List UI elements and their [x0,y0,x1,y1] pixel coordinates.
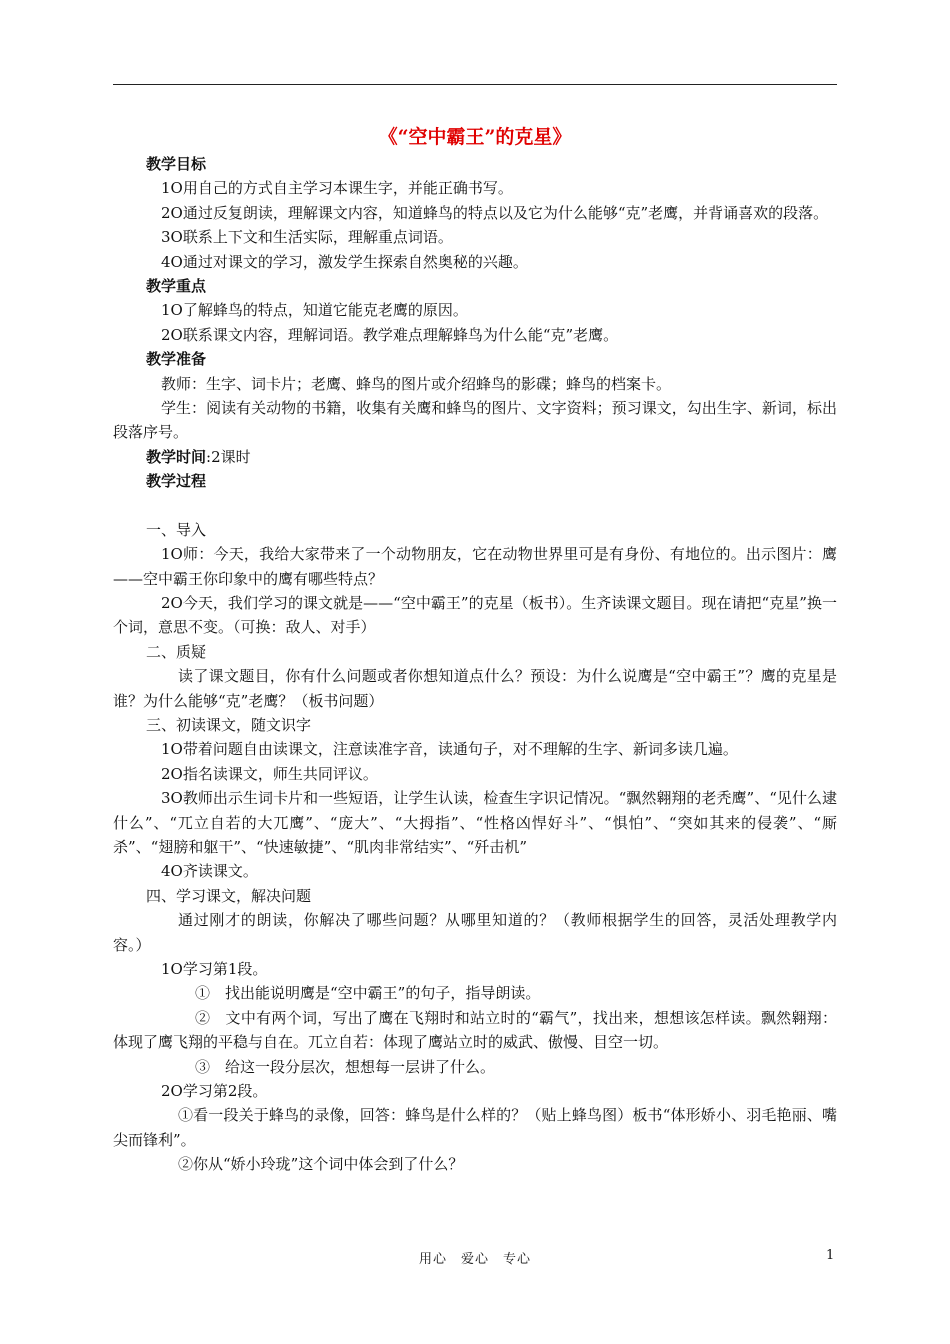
paragraph: 1O学习第1段。 [161,960,268,978]
paragraph: ①看一段关于蜂鸟的录像，回答：蜂鸟是什么样的？（贴上蜂鸟图）板书“体形娇小、羽毛艳丽、嘴尖而锋利”。 [113,1106,837,1149]
heading-preparation: 教学准备 [146,350,207,369]
section-title-study: 四、学习课文，解决问题 [146,886,312,905]
paragraph: ③ 给这一段分层次，想想每一层讲了什么。 [195,1057,496,1076]
page-number: 1 [826,1248,835,1263]
paragraph: 读了课文题目，你有什么问题或者你想知道点什么？预设：为什么说鹰是“空中霸王”？鹰的克星是谁？为什么能够“克”老鹰？（板书问题） [113,667,837,710]
time-value: :2课时 [206,447,251,466]
heading-goals: 教学目标 [146,155,207,173]
section-title-intro: 一、导入 [146,520,207,539]
spacer [113,494,837,518]
prep-item: 教师：生字、词卡片；老鹰、蜂鸟的图片或介绍蜂鸟的影碟；蜂鸟的档案卡。 [161,374,672,393]
heading-time [113,445,837,469]
key-item: 1O了解蜂鸟的特点，知道它能克老鹰的原因。 [161,301,468,320]
paragraph: ② 文中有两个词，写出了鹰在飞翔时和站立时的“霸气”，找出来，想想该怎样读。飘然翱翔：体现了鹰飞翔的平稳与自在。兀立自若：体现了鹰站立时的威武、傲慢、目空一切。 [113,1008,837,1052]
prep-item: 学生：阅读有关动物的书籍，收集有关鹰和蜂鸟的图片、文字资料；预习课文，勾出生字、新词，标出段落序号。 [113,399,837,442]
paragraph: 通过刚才的朗读，你解决了哪些问题？从哪里知道的？（教师根据学生的回答，灵活处理教学内容。） [113,911,837,954]
time-label: 教学时间 [146,447,207,466]
goal-item: 2O通过反复朗读，理解课文内容，知道蜂鸟的特点以及它为什么能够“克”老鹰，并背诵喜欢的段落。 [161,203,829,222]
paragraph: 1O师：今天，我给大家带来了一个动物朋友，它在动物世界里可是有身份、有地位的。出示图片：鹰——空中霸王你印象中的鹰有哪些特点？ [113,545,837,588]
header-rule [113,84,837,85]
footer-motto: 用心 爱心 专心 [418,1252,531,1267]
paragraph: 2O指名读课文，师生共同评议。 [161,764,378,783]
paragraph: ① 找出能说明鹰是“空中霸王”的句子，指导朗读。 [195,984,541,1003]
goal-item: 3O联系上下文和生活实际，理解重点词语。 [161,228,453,247]
paragraph: 2O学习第2段。 [161,1082,268,1101]
paragraph: 3O教师出示生词卡片和一些短语，让学生认读，检查生字识记情况。“飘然翱翔的老秃鹰”、“见什么逮什么”、“兀立自若的大兀鹰”、“庞大”、“大拇指”、“性格凶悍好斗”、“惧怕”、“突如其来的侵袭”、“厮杀”、“翅膀和躯干”、“快速敏捷”、“肌肉非常结实”、“歼击机” [113,789,837,856]
section-title-first-reading: 三、初读课文，随文识字 [146,715,312,734]
heading-process: 教学过程 [146,472,207,491]
heading-key-points: 教学重点 [146,277,207,296]
paragraph: 4O齐读课文。 [161,862,258,881]
goal-item: 4O通过对课文的学习，激发学生探索自然奥秘的兴趣。 [161,252,528,271]
paragraph: ②你从“娇小玲珑”这个词中体会到了什么？ [178,1155,464,1174]
paragraph: 2O今天，我们学习的课文就是——“空中霸王”的克星（板书）。生齐读课文题目。现在请把“克星”换一个词，意思不变。（可换：敌人、对手） [113,593,837,637]
goal-item: 1O用自己的方式自主学习本课生字，并能正确书写。 [161,179,513,198]
document-body [113,122,837,1177]
key-item: 2O联系课文内容，理解词语。教学难点理解蜂鸟为什么能“克”老鹰。 [161,325,619,344]
paragraph: 1O带着问题自由读课文，注意读准字音，读通句子，对不理解的生字、新词多读几遍。 [161,740,738,759]
section-title-question: 二、质疑 [146,642,207,661]
document-title: 《“空中霸王”的克星》 [378,126,572,148]
